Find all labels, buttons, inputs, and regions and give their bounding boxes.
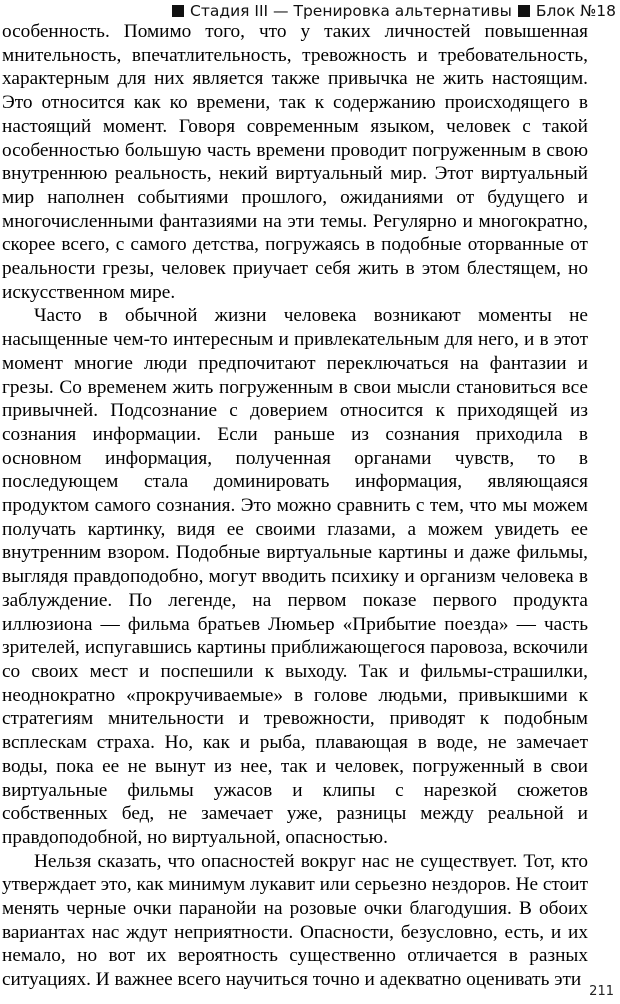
- header-block-number: Блок №18: [535, 2, 616, 20]
- square-bullet-icon: [518, 5, 530, 17]
- body-text: [2, 20, 588, 992]
- paragraph: Часто в обычной жизни человека возникают моменты не насыщенные чем-то интересным и привлекательным для него, и в этот момент многие люди предпочитают переключаться на фантазии и грезы. Со временем жить погруженным в свои мысли становиться все привычней. Подсознание с доверием относится к приходящей из сознания информации. Если раньше из сознания приходила в основном информация, полученная органами чувств, то в последующем стала доминировать информация, являющаяся продуктом самого сознания. Это можно сравнить с тем, что мы можем получать картинку, видя ее своими глазами, а можем увидеть ее внутренним взором. Подобные виртуальные картины и даже фильмы, выглядя правдоподобно, могут вводить психику и организм человека в заблуждение. По легенде, на первом показе первого продукта иллюзиона — фильма братьев Люмьер «Прибытие поезда» — часть зрителей, испугавшись картины приближающегося паровоза, вскочили со своих мест и поспешили к выходу. Так и фильмы-страшилки, неоднократно «прокручиваемые» в голове людьми, привыкшими к стратегиям мнительности и тревожности, приводят к подобным всплескам страха. Но, как и рыба, плавающая в воде, не замечает воды, пока ее не вынут из нее, так и человек, погруженный в свои виртуальные фильмы ужасов и клипы с нарезкой сюжетов собственных бед, не замечает уже, разницы между реальной и правдоподобной, но виртуальной, опасностью.: [2, 305, 588, 848]
- paragraph: Нельзя сказать, что опасностей вокруг нас не существует. Тот, кто утверждает это, как минимум лукавит или серьезно нездоров. Не стоит менять черные очки паранойи на розовые очки благодушия. В обоих вариантах нас ждут неприятности. Опасности, безусловно, есть, и их немало, но вот их вероятность существенно отличается в разных ситуациях. И важнее всего научиться точно и адекватно оценивать эти: [2, 850, 588, 991]
- header-stage-title: Стадия III — Тренировка альтернативы: [190, 2, 512, 20]
- page-number: 211: [589, 984, 614, 999]
- square-bullet-icon: [172, 5, 184, 17]
- running-header: [172, 0, 616, 22]
- paragraph: особенность. Помимо того, что у таких личностей повышенная мнительность, впечатлительность, тревожность и требовательность, характерным для них является также привычка не жить настоящим. Это относится как ко времени, так к содержанию происходящего в настоящий момент. Говоря современным языком, человек с такой особенностью большую часть времени проводит погруженным в свою внутреннюю реальность, некий виртуальный мир. Этот виртуальный мир наполнен событиями прошлого, ожиданиями от будущего и многочисленными фантазиями на эти темы. Регулярно и многократно, скорее всего, с самого детства, погружаясь в подобные оторванные от реальности грезы, человек приучает себя жить в этом блестящем, но искусственном мире.: [2, 21, 588, 303]
